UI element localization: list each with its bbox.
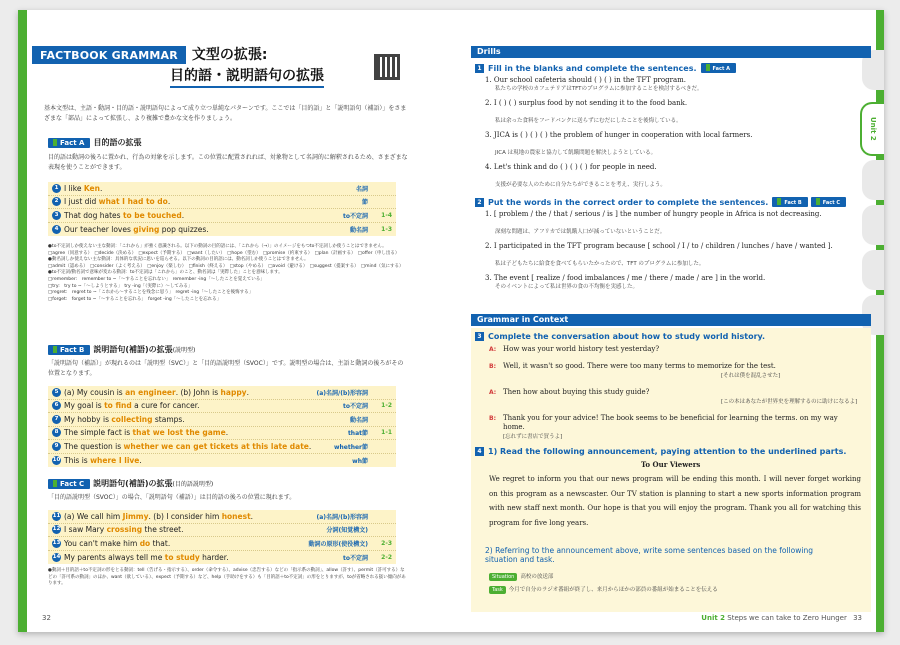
left-green-bar [18,10,27,632]
grammar-tag: to不定詞 [343,554,368,562]
note-line: □forget: forget to ~「～することを忘れる」 forget -ing「～したことを忘れる」 [48,296,222,302]
plain-text: My parents always tell me [64,552,165,562]
note-line: □try: try to ~「～しようとする」 try -ing「（実際に）～してみる」 [48,283,193,289]
highlight-text: an engineer [125,387,176,397]
factbook-header [32,46,267,64]
title-line1: 文型の拡張: [191,46,268,63]
plain-text: (a) We call him [64,511,123,521]
question-ja: 支援が必要な人のために自分たちができることを考え、実行しよう。 [495,182,666,188]
question-ja: 私は余った食料をフードバンクに送らずにむだにしたことを後悔している。 [495,118,682,124]
example-number: 8 [52,428,61,437]
example-text [64,539,170,548]
highlight-text: happy [220,387,247,397]
highlight-text: Ken [83,183,100,193]
example-text [64,225,209,234]
drill-reference: 2-3 [381,539,392,547]
grammar-tag: 節 [361,199,368,207]
q3-heading: 3 Complete the conversation about how to study world history. [475,332,765,341]
plain-text: . (b) I consider him [148,511,222,521]
plain-text: . [181,210,185,220]
speaker: A: [489,346,497,353]
side-tab-unit2[interactable]: Unit 2 [860,102,884,156]
drill-reference: 1-4 [381,211,392,219]
right-page [451,10,884,632]
note-line: ●動名詞しか使えない主な動詞：具体的な状況に思いを巡らせる。以下の動詞の目的語には、動名詞しか使うことはできません。 [48,257,309,263]
drill-reference: 1-3 [381,225,392,233]
note-line: □remember: remember to ~「～することを忘れない」 remember -ing「～したことを覚えている」 [48,276,265,282]
plain-text: I saw Mary [64,525,107,535]
example-row [48,454,396,468]
question-en: 3. The event [ realize / food imbalances / me / there / made / are ] in the world. [485,274,766,282]
grammar-tag: to不定詞 [343,212,368,220]
speaker-label [489,345,496,354]
example-row [48,537,396,551]
example-number: 4 [52,225,61,234]
example-text [64,442,311,451]
plain-text: . (b) John is [175,387,221,397]
example-row [48,524,396,538]
drill-reference: 2-2 [381,553,392,561]
grammar-tag: 動詞の原形(使役構文) [308,540,368,548]
example-row [48,223,396,237]
plain-text: the street. [142,525,184,535]
question-ja: 深刻な問題は、アフリカでは飢餓人口が減っていないということだ。 [495,229,666,235]
textbook-spread [18,10,884,632]
grammar-tag: (a)名詞/(b)形容詞 [316,389,368,397]
example-number: 10 [52,456,61,463]
note-line: □agree（同意する） □decide（決める） □expect（予期する） □want（したい） □hope（望む） □promise（約束する） □plan（計画する） □offer（申し出る） [48,250,400,256]
note-line: □admit（認める） □consider（よく考える） □enjoy（楽しむ） □finish（終える） □stop（やめる） □avoid（避ける） □suggest（提案する） □mind（気にする） [48,263,404,269]
example-number: 3 [52,211,61,220]
fact-c-desc: 「目的語説明型（SVOC）」の場合、「説明語句（補語）」は目的語の後ろの位置に現れます。 [48,494,296,501]
example-row [48,413,396,427]
highlight-text: to study [164,552,200,562]
q2-heading: 2 Put the words in the correct order to complete the sentences. Fact B Fact C [475,197,849,207]
highlight-text: where I live [90,455,140,465]
example-number: 14 [52,553,61,560]
plain-text: harder. [199,552,229,562]
fact-c-examples [48,510,396,564]
example-text [64,211,184,220]
example-row [48,551,396,565]
question-en: 2. I participated in the TFT program because [ school / I / to / children / lunches / have / wanted ]. [485,242,833,250]
highlight-text: whether we can get tickets at this late date [123,441,309,451]
hint-line: [それは僕を混乱させた] [721,373,781,379]
highlight-text: do [139,538,151,548]
plain-text: . [308,441,312,451]
example-row [48,182,396,196]
side-tab[interactable] [862,250,884,290]
plain-text: . [167,197,171,207]
fact-c-heading: Fact C 説明語句(補語)の拡張 (目的語説明型) [48,478,213,489]
plain-text: You can't make him [64,538,140,548]
page-number-left: 32 [42,614,51,622]
example-number: 2 [52,197,61,206]
drill-reference: 1-2 [381,402,392,410]
fact-b-examples [48,386,396,467]
speaker: A: [489,389,497,396]
example-text [64,525,184,534]
qr-code-icon[interactable] [374,54,400,80]
drills-header: Drills [471,46,871,58]
speaker: B: [489,415,496,422]
situation-row: Situation 高校の放送部 [489,573,553,581]
speaker: B: [489,363,496,370]
left-page [18,10,451,632]
grammar-tag: 動名詞 [349,416,368,424]
example-number: 7 [52,415,61,424]
example-text [64,388,249,397]
question-en: 2. I ( ) ( ) surplus food by not sending it to the food bank. [485,99,688,107]
title-line2: 目的語・説明語句の拡張 [170,65,324,88]
example-text [64,553,229,562]
speaker-label [489,388,496,397]
plain-text: The simple fact is [64,428,133,438]
example-row [48,427,396,441]
side-tab[interactable] [862,160,884,200]
grammar-tag: that節 [347,430,368,438]
highlight-text: giving [133,224,160,234]
question-en: 4. Let's think and do ( ) ( ) ( ) for people in need. [485,163,657,171]
example-number: 11 [52,512,61,519]
example-number: 1 [52,184,61,193]
plain-text: That dog hates [64,210,123,220]
grammar-tag: 動名詞 [349,226,368,234]
example-number: 9 [52,442,61,451]
plain-text: . [139,455,142,465]
highlight-text: to be touched [122,210,182,220]
conversation-line: Then how about buying this study guide? [503,388,650,396]
highlight-text: Jimmy [122,511,149,521]
fact-a-examples [48,182,396,236]
conversation-line: Well, it wasn't so good. There were too many terms to memorize for the test. [503,362,776,370]
plain-text: . [250,511,254,521]
example-row [48,510,396,524]
example-text [64,401,200,410]
plain-text: a cure for cancer. [131,401,200,411]
example-text [64,415,185,424]
plain-text: that. [150,538,171,548]
gic-header: Grammar in Context [471,314,871,326]
highlight-text: what I had to do [98,197,168,207]
fact-a-notes [48,244,408,303]
question-ja: 私たちの学校のカフェテリアはTFTのプログラムに参加することを検討するべきだ。 [495,86,703,92]
hint-line: [この本はあなたが世界史を理解するのに助けになるよ] [721,399,858,405]
conversation-line: How was your world history test yesterday? [503,345,660,353]
fact-b-heading: Fact B 説明語句(補語)の拡張 (説明型) [48,344,195,355]
task-row: Task 今月で自分のラジオ番組が終了し、来月からほかの部員の番組が始まることを伝える [489,586,718,594]
plain-text: This is [64,455,91,465]
announcement-heading: To Our Viewers [641,460,701,469]
plain-text: My goal is [64,401,105,411]
conversation-line: Thank you for your advice! The book seems to be beneficial for learning the terms. on my way home. [503,414,838,431]
note-line: □regret: regret to ~「これから～することを残念に思う」 regret -ing「～したことを後悔する」 [48,290,254,296]
example-row [48,196,396,210]
plain-text: I just did [64,197,99,207]
example-text [64,428,228,437]
example-row [48,400,396,414]
note-line: ●to不定詞/動名詞で意味が変わる動詞：to不定詞は「これから」のこと、動名詞は「実際した」ことを意味します。 [48,270,283,276]
highlight-text: crossing [106,525,143,535]
grammar-tag: 分詞(知覚構文) [326,527,368,535]
q4-part2: 2) Referring to the announcement above, write some sentences based on the following situation and task. [485,546,813,564]
highlight-text: that we lost the game [132,428,226,438]
grammar-tag: to不定詞 [343,403,368,411]
example-number: 5 [52,388,61,397]
example-row [48,386,396,400]
question-ja: 私は子どもたちに給食を食べてもらいたかったので、TFT のプログラムに参加した。 [495,261,705,267]
highlight-text: to find [104,401,132,411]
grammar-tag: wh節 [352,457,368,465]
q1-heading: 1 Fill in the blanks and complete the sentences. Fact A [475,63,739,73]
grammar-tag: 名詞 [355,185,368,193]
example-number: 13 [52,539,61,546]
plain-text: pop quizzes. [159,224,209,234]
plain-text: My hobby is [64,414,112,424]
fact-b-desc: 「説明語句（補語）」が現れるのは「説明型（SVC）」と「目的語説明型（SVOC）」です。説明型の場合は、主語と動詞の後ろがその位置となります。 [48,360,404,377]
fact-a-heading: Fact A 目的語の拡張 [48,137,141,148]
page-footer: Unit 2 Steps we can take to Zero Hunger 33 [701,614,862,622]
plain-text: I like [64,183,84,193]
grammar-tag: whether節 [333,443,368,451]
question-en: 1. [ problem / the / that / serious / is ] the number of hungry people in Africa is not decreasing. [485,210,822,218]
highlight-text: honest [221,511,251,521]
drill-reference: 1-1 [381,429,392,437]
example-text [64,456,142,465]
plain-text: The question is [64,441,124,451]
plain-text: . [99,183,103,193]
plain-text: (a) My cousin is [64,387,126,397]
fact-a-desc: 目的語は動詞の後ろに置かれ、行為の対象を示します。この位置に配置されれば、対象物として名詞的に解釈されるため、さまざまな表現を使うことができます。 [48,154,408,171]
hint-line: [忘れずに書店で買うよ] [503,434,563,440]
plain-text: stamps. [152,414,185,424]
example-number: 12 [52,526,61,533]
example-text [64,197,170,206]
question-en: 1. Our school cafeteria should ( ) ( ) in the TFT program. [485,76,686,84]
question-ja: JICA は現地の農家と協力して飢餓問題を解決しようとしている。 [495,150,657,156]
example-row [48,209,396,223]
example-row [48,440,396,454]
speaker-label [489,414,496,423]
plain-text: . [225,428,229,438]
grammar-tag: (a)名詞/(b)形容詞 [316,513,368,521]
example-number: 6 [52,401,61,410]
fact-c-note: ●動詞＋目的語＋to不定詞の形をとる動詞：tell（告げる・指示する）、order（命令する）、advise（忠告する）などの「指示系の動詞」、allow（許す）、permit（許可する）などの「許可系の動詞」のほか、want（欲している）、expect（予期する）など、help（手助けをする）も「目的語＋to不定詞」の形をとりますが、toが省略される扱い傾向があります。 [48,568,406,587]
plain-text: . [246,387,249,397]
plain-text: Our teacher loves [64,224,134,234]
intro-text: 基本文型は、主語・動詞・目的語・説明語句によって成り立つ単純なパターンです。ここでは「目的語」と「説明語句（補語）」をさまざまな「部品」によって拡張し、より複雑で豊かな文を作りましょう。 [44,105,407,122]
announcement-body: We regret to inform you that our news program will be ending this month. I will never forget working on this program as a newscaster. Our TV station is planning to start a new sports information program with new staff next month. Our hope is that you will enjoy the program. Thank you all for watching this program for five long years. [489,475,861,527]
factbook-tag: FACTBOOK GRAMMAR [32,46,186,64]
question-en: 3. JICA is ( ) ( ) ( ) the problem of hunger in cooperation with local farmers. [485,131,753,139]
speaker-label [489,362,496,371]
side-tab[interactable] [862,205,884,245]
example-text [64,512,253,521]
q4-heading: 4 1) Read the following announcement, paying attention to the underlined parts. [475,447,846,456]
example-text [64,184,102,193]
note-line: ●to不定詞しか使えない主な動詞：「これから」が強く意識される。以下の動詞の目的語には、「これから（→）」のイメージをもつto不定詞しか使うことはできません。 [48,244,387,249]
highlight-text: collecting [111,414,153,424]
question-ja: そのイベントによって私は世界の食の不均衡を実感した。 [495,284,639,290]
